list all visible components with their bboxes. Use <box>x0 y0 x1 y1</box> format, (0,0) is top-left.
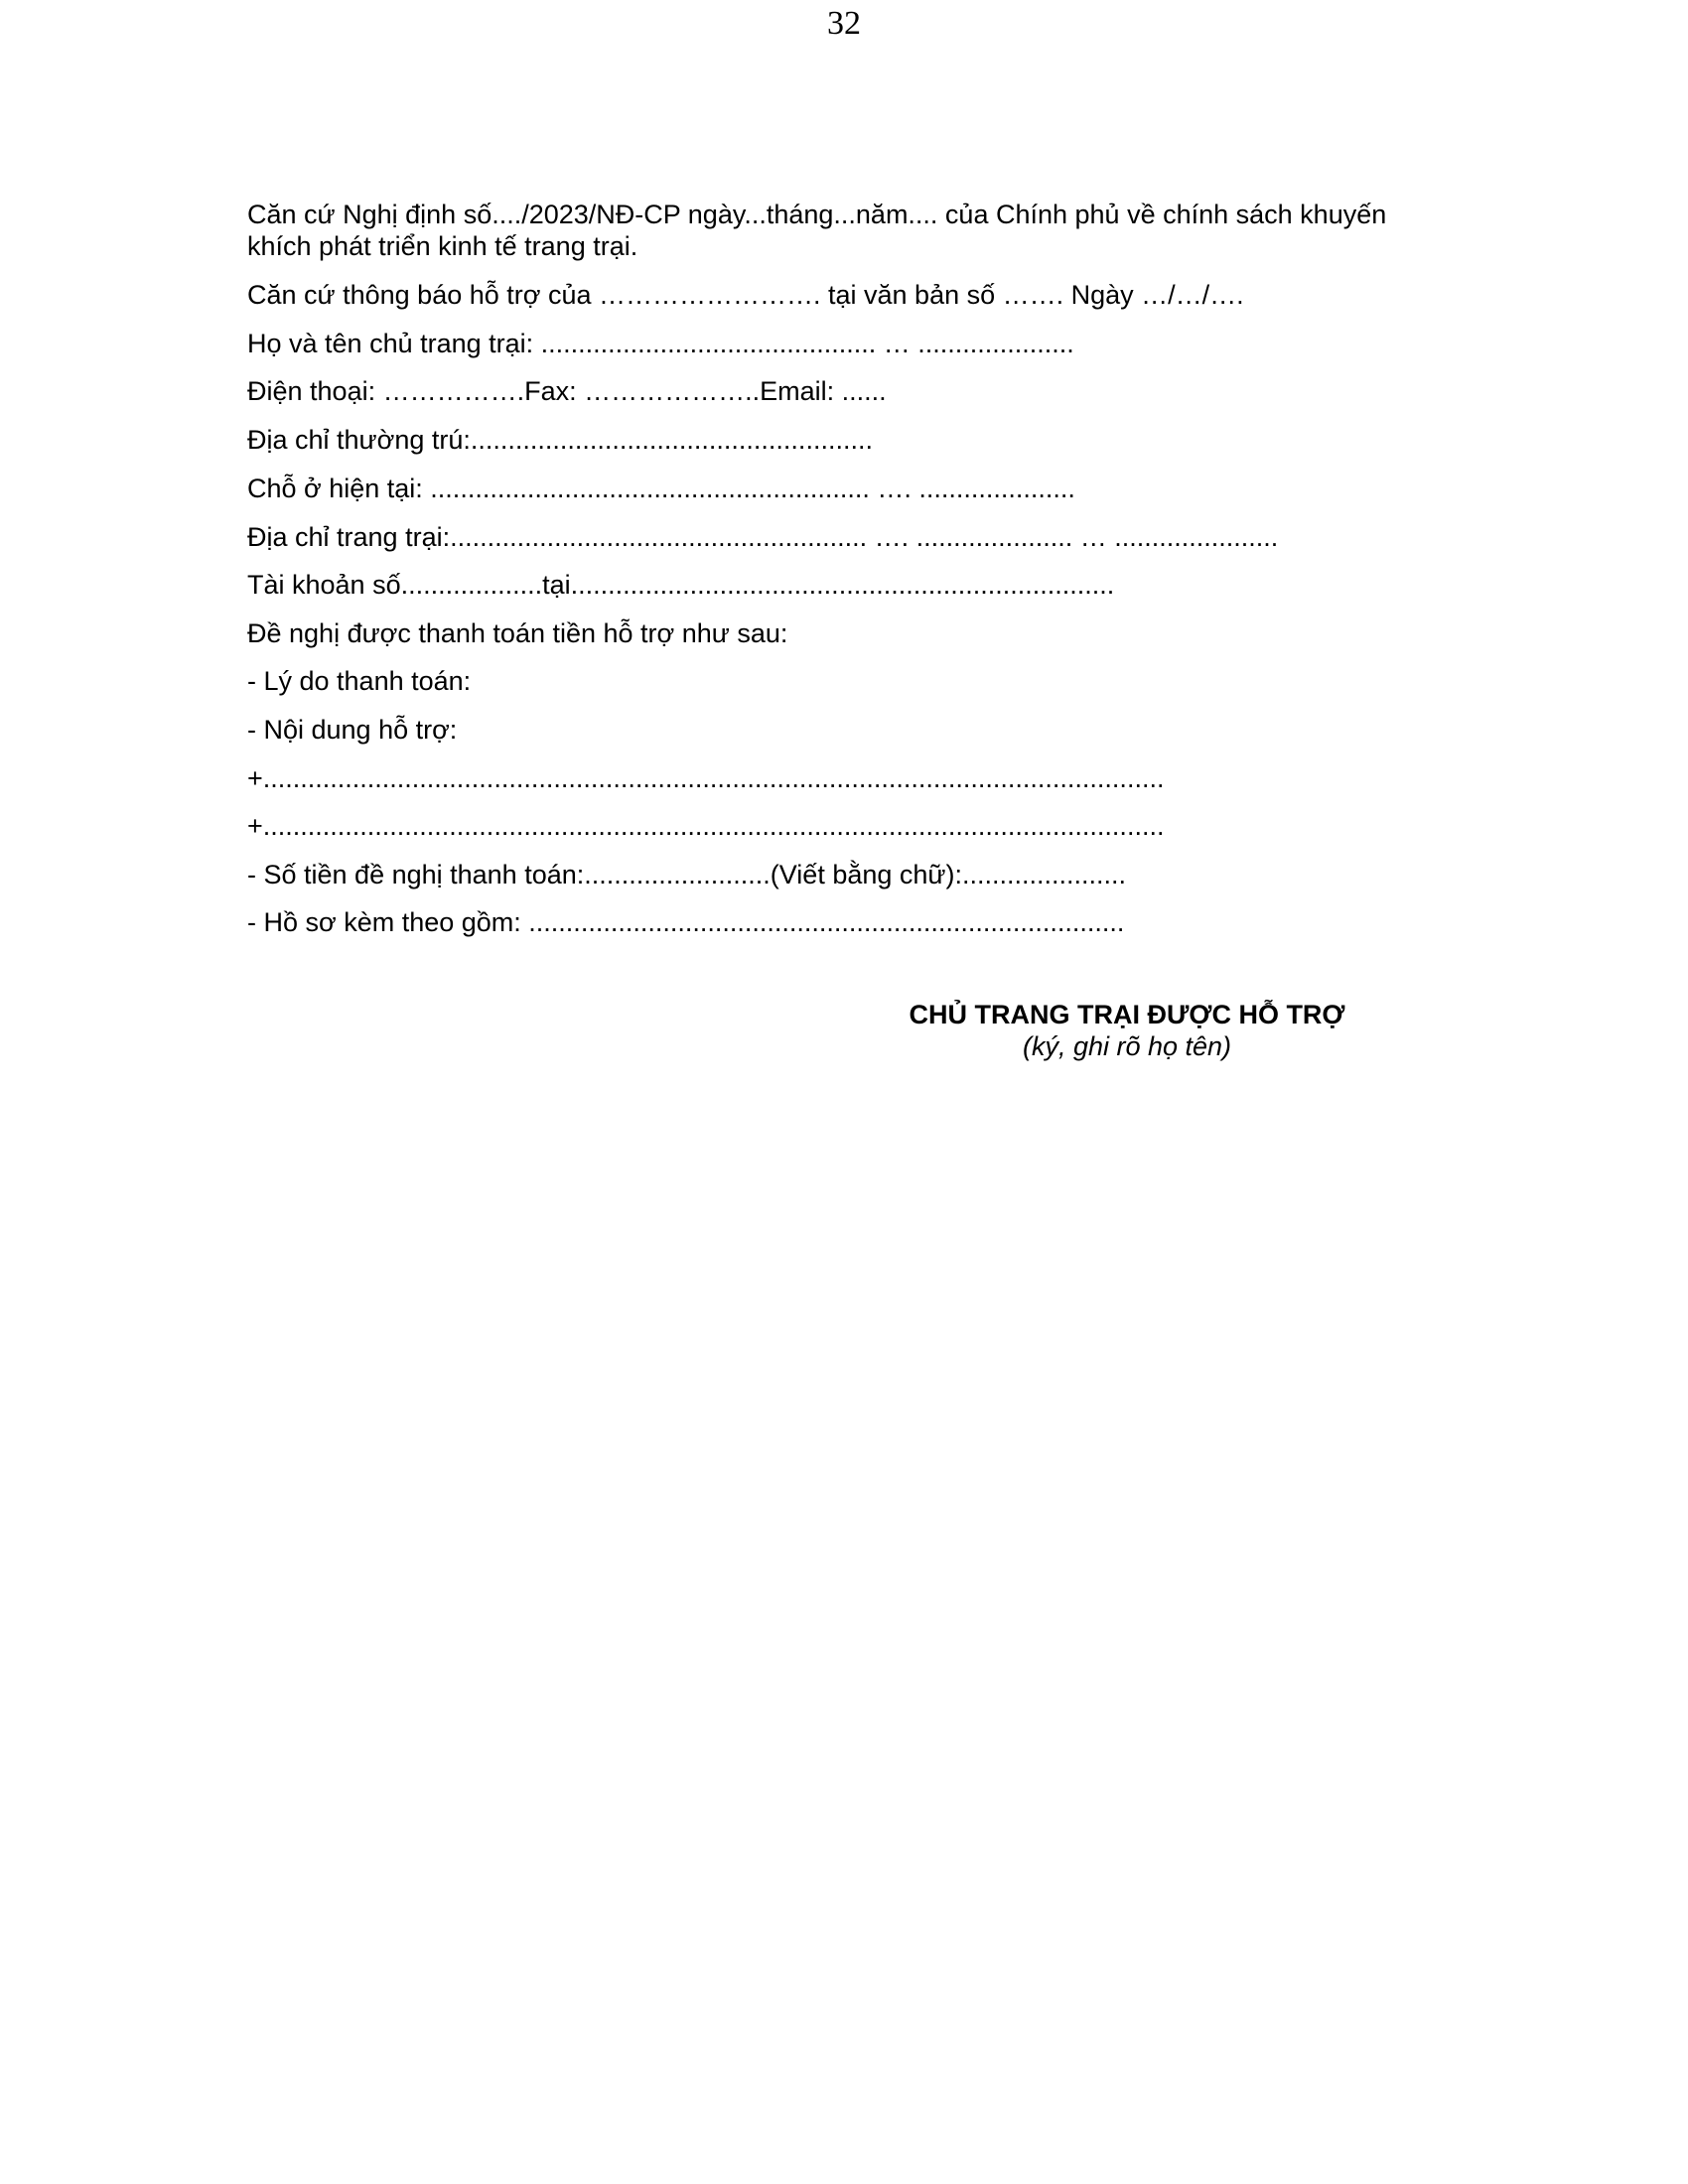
page-number: 32 <box>827 5 861 42</box>
support-item-line: +......................................................................................................................... <box>247 811 1165 841</box>
current-residence-line: Chỗ ở hiện tại: ........................................................... …. ..................... <box>247 474 1075 503</box>
attached-documents-line: - Hồ sơ kèm theo gồm: ................................................................................ <box>247 907 1125 937</box>
decree-basis-paragraph: Căn cứ Nghị định số..../2023/NĐ-CP ngày...tháng...năm.... của Chính phủ về chính sách khuyến khích phát triển kinh tế trang trại. <box>247 200 1387 261</box>
contact-line: Điện thoại: …………….Fax: ………………..Email: ...... <box>247 376 887 406</box>
payment-request-line: Đề nghị được thanh toán tiền hỗ trợ như sau: <box>247 618 788 648</box>
signature-block <box>874 999 1380 1062</box>
signature-note: (ký, ghi rõ họ tên) <box>1022 1031 1232 1061</box>
bank-account-line: Tài khoản số...................tại......................................................................... <box>247 570 1115 600</box>
permanent-address-line: Địa chỉ thường trú:...................................................... <box>247 425 873 455</box>
support-notice-line: Căn cứ thông báo hỗ trợ của ……………………. tại văn bản số ……. Ngày …/…/…. <box>247 280 1244 310</box>
owner-name-line: Họ và tên chủ trang trại: ............................................. … ..................... <box>247 329 1074 358</box>
farm-address-line: Địa chỉ trang trại:........................................................ …. ..................... … ...................... <box>247 522 1279 552</box>
requested-amount-line: - Số tiền đề nghị thanh toán:.........................(Viết bằng chữ):...................... <box>247 860 1127 889</box>
signature-title: CHỦ TRANG TRẠI ĐƯỢC HỖ TRỢ <box>909 1000 1345 1029</box>
support-content-line: - Nội dung hỗ trợ: <box>247 715 458 745</box>
support-item-line: +......................................................................................................................... <box>247 763 1165 793</box>
payment-reason-line: - Lý do thanh toán: <box>247 666 472 696</box>
